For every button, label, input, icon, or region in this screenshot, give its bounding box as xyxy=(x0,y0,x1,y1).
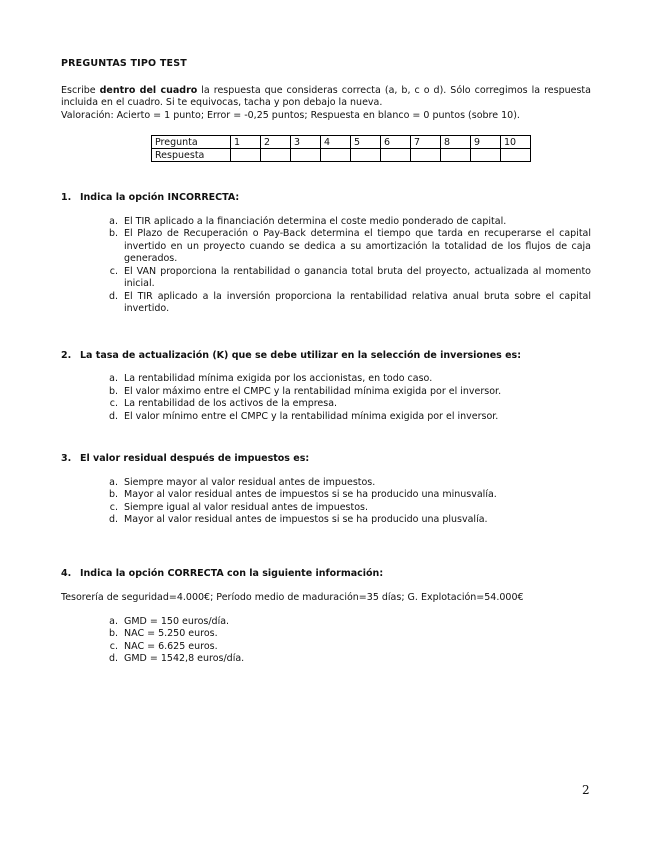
question-number-cell: 8 xyxy=(441,136,471,149)
question-number-cell: 1 xyxy=(231,136,261,149)
question-1 xyxy=(61,192,591,316)
question-2 xyxy=(61,350,591,424)
question-number-cell: 7 xyxy=(411,136,441,149)
question-number-cell: 4 xyxy=(321,136,351,149)
options-list xyxy=(61,216,591,316)
answer-cell[interactable] xyxy=(381,149,411,162)
options-list xyxy=(61,477,591,527)
option-item: a. GMD = 150 euros/día. xyxy=(109,615,230,627)
question-number-cell: 10 xyxy=(501,136,531,149)
option-item: a. La rentabilidad mínima exigida por los accionistas, en todo caso. xyxy=(109,373,433,384)
option-item: b. NAC = 5.250 euros. xyxy=(108,628,218,639)
option-item: c. La rentabilidad de los activos de la empresa. xyxy=(109,398,338,409)
option-item: b. El Plazo de Recuperación o Pay-Back determina el tiempo que tarda en recuperarse el capital invertido en un proyecto cuando se dedica a su amortización la totalidad de los flujos de caja generados. xyxy=(108,228,591,264)
question-3 xyxy=(61,453,591,527)
question-title: 2. La tasa de actualización (K) que se debe utilizar en la selección de inversiones es: xyxy=(61,349,522,361)
answer-cell[interactable] xyxy=(501,149,531,162)
question-title: 3. El valor residual después de impuestos es: xyxy=(61,453,310,464)
scoring-rules: Valoración: Acierto = 1 punto; Error = -0,25 puntos; Respuesta en blanco = 0 puntos (sobre 10). xyxy=(61,109,520,121)
question-number-cell: 3 xyxy=(291,136,321,149)
option-item: c. NAC = 6.625 euros. xyxy=(109,640,218,652)
answer-cell[interactable] xyxy=(231,149,261,162)
question-number-cell: 2 xyxy=(261,136,291,149)
options-list xyxy=(61,373,591,423)
question-number-cell: 5 xyxy=(351,136,381,149)
question-title: 4. Indica la opción CORRECTA con la siguiente información: xyxy=(61,567,384,579)
answer-table-answer-row xyxy=(152,149,531,162)
question-title: 1. Indica la opción INCORRECTA: xyxy=(61,192,240,203)
answer-cell[interactable] xyxy=(411,149,441,162)
option-item: d. El valor mínimo entre el CMPC y la rentabilidad mínima exigida por el inversor. xyxy=(108,410,499,422)
instructions: Escribe dentro del cuadro la respuesta que consideras correcta (a, b, c o d). Sólo corregimos la respuesta incluida en el cuadro. Si te equivocas, tacha y pon debajo la nueva. xyxy=(61,84,591,108)
instructions-emphasis: dentro del cuadro xyxy=(99,84,198,96)
answer-table xyxy=(151,135,531,162)
option-item: a. Siempre mayor al valor residual antes de impuestos. xyxy=(109,476,376,488)
row-label-respuesta: Respuesta xyxy=(152,149,231,162)
answer-cell[interactable] xyxy=(441,149,471,162)
option-item: a. El TIR aplicado a la financiación determina el coste medio ponderado de capital. xyxy=(109,215,507,227)
page-number: 2 xyxy=(582,783,590,797)
option-item: b. El valor máximo entre el CMPC y la rentabilidad mínima exigida por el inversor. xyxy=(108,385,502,397)
options-list xyxy=(61,616,591,666)
answer-cell[interactable] xyxy=(321,149,351,162)
option-item: c. El VAN proporciona la rentabilidad o ganancia total bruta del proyecto, actualizada al momento inicial. xyxy=(109,265,591,289)
row-label-pregunta: Pregunta xyxy=(152,136,231,149)
answer-cell[interactable] xyxy=(351,149,381,162)
question-4 xyxy=(61,568,591,666)
question-number-cell: 6 xyxy=(381,136,411,149)
option-item: b. Mayor al valor residual antes de impuestos si se ha producido una minusvalía. xyxy=(108,489,497,500)
option-item: d. Mayor al valor residual antes de impuestos si se ha producido una plusvalía. xyxy=(108,514,488,525)
answer-table-header-row xyxy=(152,136,531,149)
question-number-cell: 9 xyxy=(471,136,501,149)
answer-cell[interactable] xyxy=(261,149,291,162)
answer-cell[interactable] xyxy=(291,149,321,162)
question-info: Tesorería de seguridad=4.000€; Período medio de maduración=35 días; G. Explotación=54.000€ xyxy=(61,592,524,603)
section-title: PREGUNTAS TIPO TEST xyxy=(61,58,187,69)
option-item: d. GMD = 1542,8 euros/día. xyxy=(108,653,245,664)
document-page xyxy=(61,58,591,666)
answer-cell[interactable] xyxy=(471,149,501,162)
option-item: c. Siempre igual al valor residual antes de impuestos. xyxy=(109,501,369,513)
option-item: d. El TIR aplicado a la inversión proporciona la rentabilidad relativa anual bruta sobre el capital invertido. xyxy=(108,290,591,314)
